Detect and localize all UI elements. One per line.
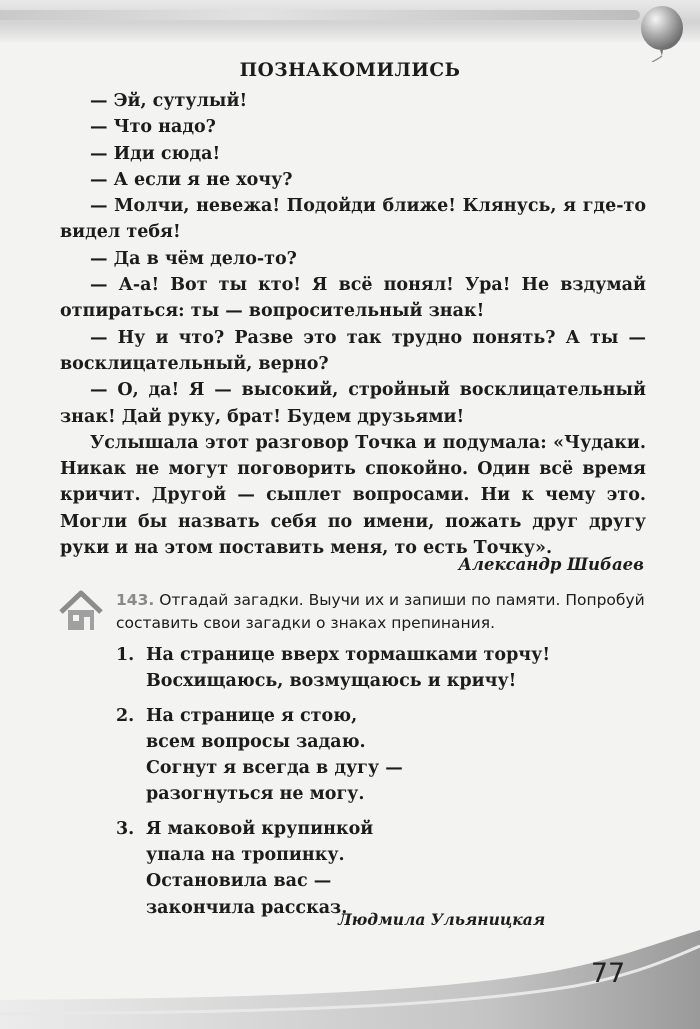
task-number: 143. [116,591,155,609]
riddle-number: 1. [116,645,135,665]
riddle-line: На странице вверх тормашками торчу! [146,645,550,665]
task-143 [116,589,656,635]
riddle-line: упала на тропинку. [146,845,345,866]
task-text: Отгадай загадки. Выучи их и запиши по памяти. Попробуй составить свои загадки о знаках препинания. [116,591,645,632]
story-author: Александр Шибаев [458,555,644,574]
dialogue-line: — Ну и что? Разве это так трудно понять? А ты — восклицательный, верно? [60,327,646,374]
riddle-line: Восхищаюсь, возмущаюсь и кричу! [146,671,517,692]
house-icon [58,588,104,634]
riddle-line: Я маковой крупинкой [146,818,374,839]
riddle-number: 3. [116,818,135,839]
riddle-line: закончила рассказ. [146,897,348,918]
riddle-line: Остановила вас — [146,871,332,892]
dialogue-line: — А если я не хочу? [90,169,293,190]
dialogue-line: — Молчи, невежа! Подойди ближе! Клянусь, я где-то видел тебя! [60,196,646,243]
narration-paragraph: Услышала этот разговор Точка и подумала: «Чудаки. Никак не могут поговорить спокойно. Один всё время кричит. Другой — сыплет вопросами. Ни к чему это. Могли бы назвать себя по имени, пожать друг другу руки и на этом поставить меня, то есть Точку». [60,432,646,559]
dialogue-line: — А-а! Вот ты кто! Я всё понял! Ура! Не вздумай отпираться: ты — вопросительный знак! [60,275,646,322]
story-text [60,88,646,561]
page-number: 77 [590,958,626,989]
dialogue-line: — Что надо? [90,117,216,138]
riddle-line: На странице я стою, [146,705,358,726]
riddle-1 [116,642,636,695]
balloon-icon [632,4,688,62]
header-stripe [0,10,640,20]
dialogue-line: — Эй, сутулый! [90,91,248,111]
dialogue-line: — Иди сюда! [90,143,221,164]
dialogue-line: — Да в чём дело-то? [90,248,297,269]
header-band [0,0,700,42]
story-title: ПОЗНАКОМИЛИСЬ [239,60,461,81]
riddle-line: всем вопросы задаю. [146,731,366,752]
riddle-line: Согнут я всегда в дугу — [146,758,403,779]
riddle-3 [116,816,636,921]
riddles-list [116,642,636,929]
riddle-number: 2. [116,705,135,726]
dialogue-line: — О, да! Я — высокий, стройный восклицательный знак! Дай руку, брат! Будем друзьями! [60,380,646,427]
riddle-line: разогнуться не могу. [146,784,365,805]
riddles-author: Людмила Ульяницкая [338,910,546,929]
riddle-2 [116,703,636,808]
